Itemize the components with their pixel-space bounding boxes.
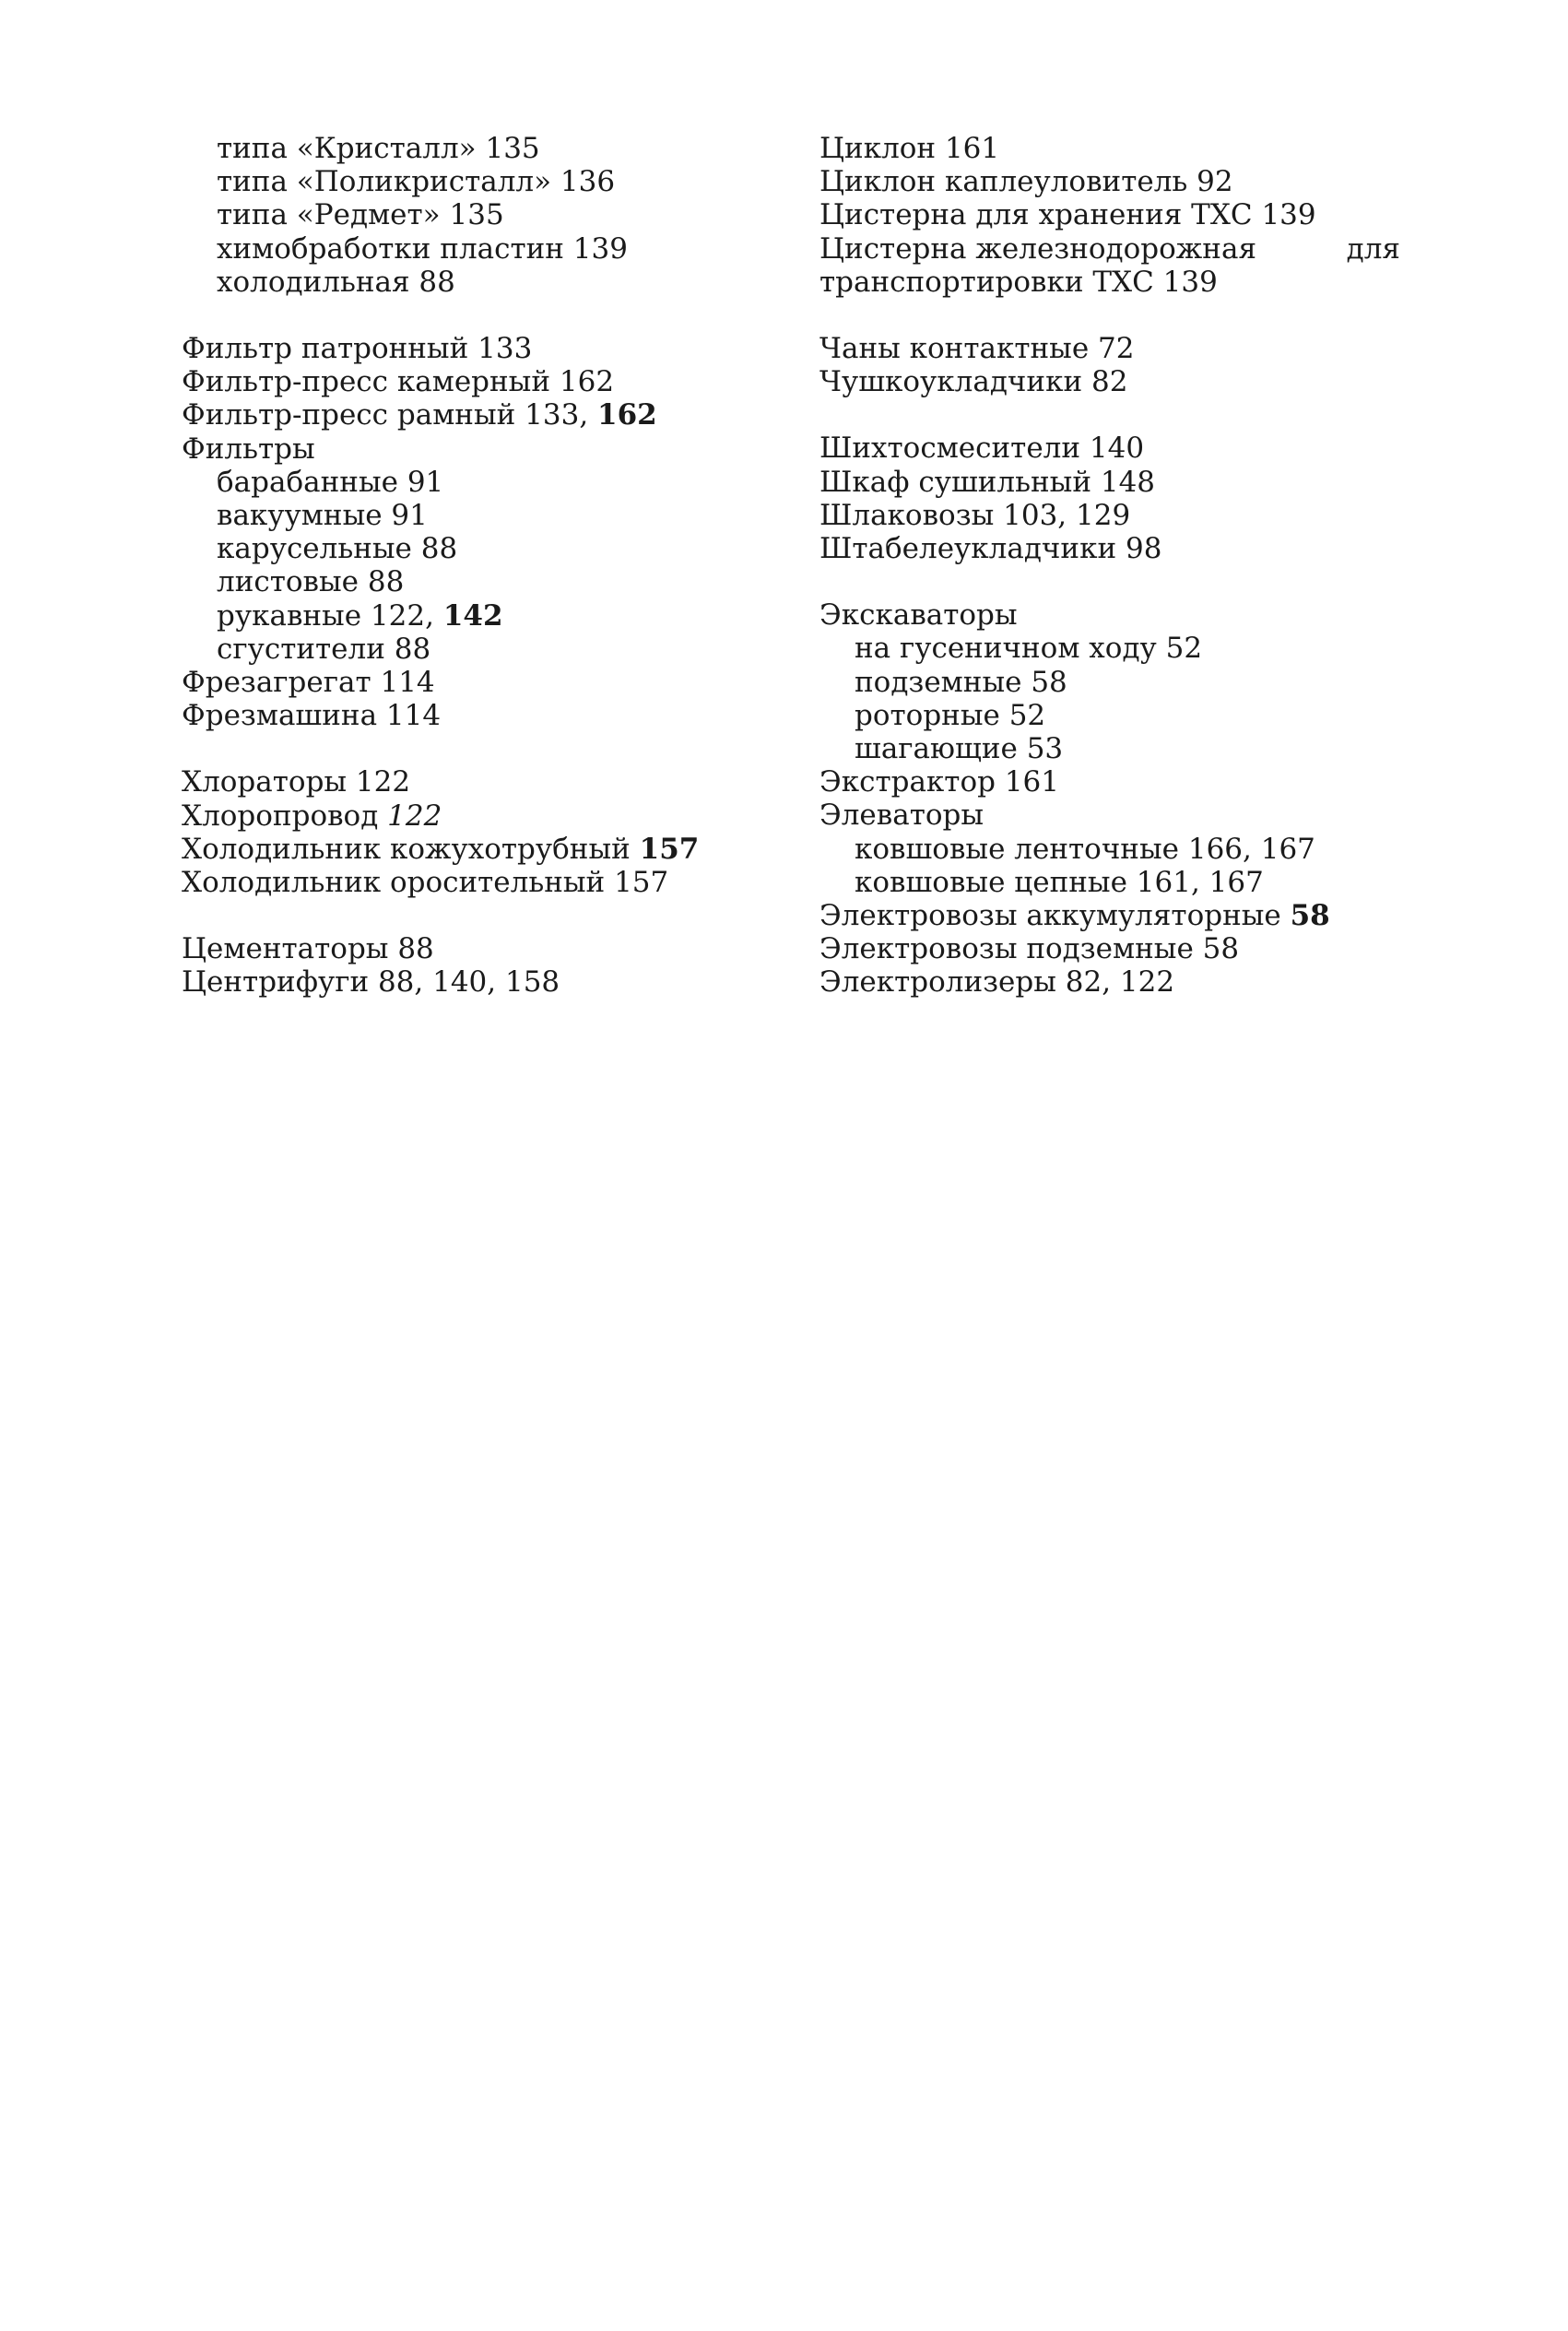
index-subentry	[182, 466, 753, 499]
entry-text: рукавные 122,	[217, 598, 443, 633]
entry-text: листовые 88	[217, 565, 405, 599]
index-entry	[819, 499, 1409, 532]
index-subentry	[819, 699, 1409, 732]
index-entry	[182, 332, 753, 365]
entry-page-ref: 58	[1290, 899, 1330, 933]
index-subentry	[819, 632, 1409, 665]
index-subentry	[182, 232, 753, 266]
index-entry	[182, 398, 753, 432]
index-subentry	[819, 732, 1409, 765]
entry-text: Чушкоукладчики 82	[819, 365, 1128, 399]
index-group	[182, 132, 753, 299]
entry-text: Циклон каплеуловитель 92	[819, 165, 1233, 199]
index-subentry	[819, 833, 1409, 866]
index-entry	[819, 365, 1409, 398]
entry-text: Электровозы аккумуляторные	[819, 899, 1291, 933]
entry-text: подземные 58	[855, 665, 1067, 699]
index-subentry	[182, 633, 753, 666]
index-column-left	[182, 132, 753, 1033]
entry-page-ref: 157	[639, 832, 700, 866]
index-entry	[819, 332, 1409, 365]
entry-text: Шкаф сушильный 148	[819, 465, 1156, 499]
entry-text: Циклон 161	[819, 132, 1000, 165]
entry-page-ref: 122	[387, 799, 442, 833]
index-entry	[819, 765, 1409, 799]
entry-text: типа «Поликристалл» 136	[217, 165, 616, 199]
entry-text: химобработки пластин 139	[217, 231, 628, 266]
entry-text: Экскаваторы	[819, 598, 1018, 633]
entry-page-ref: для	[1346, 231, 1400, 266]
entry-text: холодильная 88	[217, 265, 455, 299]
index-subentry	[819, 866, 1409, 899]
entry-text: Цистерна железнодорожная	[819, 231, 1257, 266]
entry-text: транспортировки ТХС 139	[819, 265, 1218, 299]
index-entry	[819, 266, 1409, 299]
index-entry	[819, 899, 1409, 932]
index-entry	[819, 198, 1409, 231]
index-subentry	[819, 666, 1409, 699]
entry-text: Штабелеукладчики 98	[819, 532, 1162, 566]
entry-text: барабанные 91	[217, 465, 444, 499]
index-entry	[182, 699, 753, 732]
index-entry	[819, 799, 1409, 832]
index-entry	[182, 932, 753, 965]
index-entry	[182, 666, 753, 699]
index-group	[182, 765, 753, 899]
entry-text: Хлоропровод	[182, 799, 388, 833]
entry-text: Чаны контактные 72	[819, 332, 1135, 366]
index-subentry	[182, 565, 753, 598]
entry-text: Хлораторы 122	[182, 765, 411, 799]
entry-text: Фрезмашина 114	[182, 699, 442, 733]
entry-text: шагающие 53	[855, 732, 1064, 766]
entry-text: роторные 52	[855, 698, 1046, 732]
entry-text: Фильтр-пресс камерный 162	[182, 365, 615, 399]
entry-page-ref: 142	[442, 598, 503, 633]
index-entry	[182, 365, 753, 398]
entry-text: типа «Кристалл» 135	[217, 132, 540, 165]
entry-text: Электролизеры 82, 122	[819, 965, 1175, 1000]
index-subentry	[182, 599, 753, 633]
index-entry	[182, 833, 753, 866]
entry-text: на гусеничном ходу 52	[855, 632, 1203, 666]
entry-text: карусельные 88	[217, 532, 458, 566]
entry-text: сгустители 88	[217, 632, 431, 666]
index-group	[819, 432, 1409, 565]
index-entry	[182, 866, 753, 899]
entry-text: Фильтр патронный 133	[182, 332, 533, 366]
entry-text: Холодильник оросительный 157	[182, 866, 669, 900]
index-subentry	[182, 266, 753, 299]
entry-text: Шихтосмесители 140	[819, 432, 1145, 466]
entry-text: Шлаковозы 103, 129	[819, 498, 1131, 532]
index-entry	[819, 965, 1409, 999]
entry-text: Фрезагрегат 114	[182, 666, 435, 700]
index-subentry	[182, 165, 753, 198]
index-group	[819, 598, 1409, 999]
entry-text: Холодильник кожухотрубный	[182, 832, 640, 866]
index-subentry	[182, 132, 753, 165]
entry-text: типа «Редмет» 135	[217, 198, 504, 232]
entry-text: Центрифуги 88, 140, 158	[182, 965, 560, 1000]
entry-text: вакуумные 91	[217, 499, 428, 533]
index-entry	[819, 532, 1409, 565]
entry-page-ref: 162	[597, 398, 657, 432]
index-entry	[819, 598, 1409, 632]
index-group	[819, 132, 1409, 299]
index-group	[182, 932, 753, 999]
index-entry	[182, 965, 753, 999]
entry-text: ковшовые ленточные 166, 167	[855, 832, 1315, 866]
entry-text: ковшовые цепные 161, 167	[855, 865, 1264, 899]
entry-text: Цементаторы 88	[182, 932, 434, 966]
index-entry	[819, 232, 1400, 266]
index-subentry	[182, 532, 753, 565]
index-entry	[819, 165, 1409, 198]
index-column-right	[819, 132, 1409, 1033]
index-entry	[182, 765, 753, 799]
entry-text: Цистерна для хранения ТХС 139	[819, 198, 1316, 232]
index-entry	[182, 799, 753, 833]
entry-text: Фильтры	[182, 432, 315, 466]
index-entry	[182, 432, 753, 466]
index-subentry	[182, 198, 753, 231]
index-entry	[819, 466, 1409, 499]
entry-text: Электровозы подземные 58	[819, 932, 1240, 966]
index-group	[819, 332, 1409, 398]
index-entry	[819, 132, 1409, 165]
index-group	[182, 332, 753, 732]
index-subentry	[182, 499, 753, 532]
entry-text: Экстрактор 161	[819, 765, 1059, 799]
index-entry	[819, 432, 1409, 465]
entry-text: Фильтр-пресс рамный 133,	[182, 398, 598, 432]
entry-text: Элеваторы	[819, 799, 984, 833]
index-entry	[819, 932, 1409, 965]
